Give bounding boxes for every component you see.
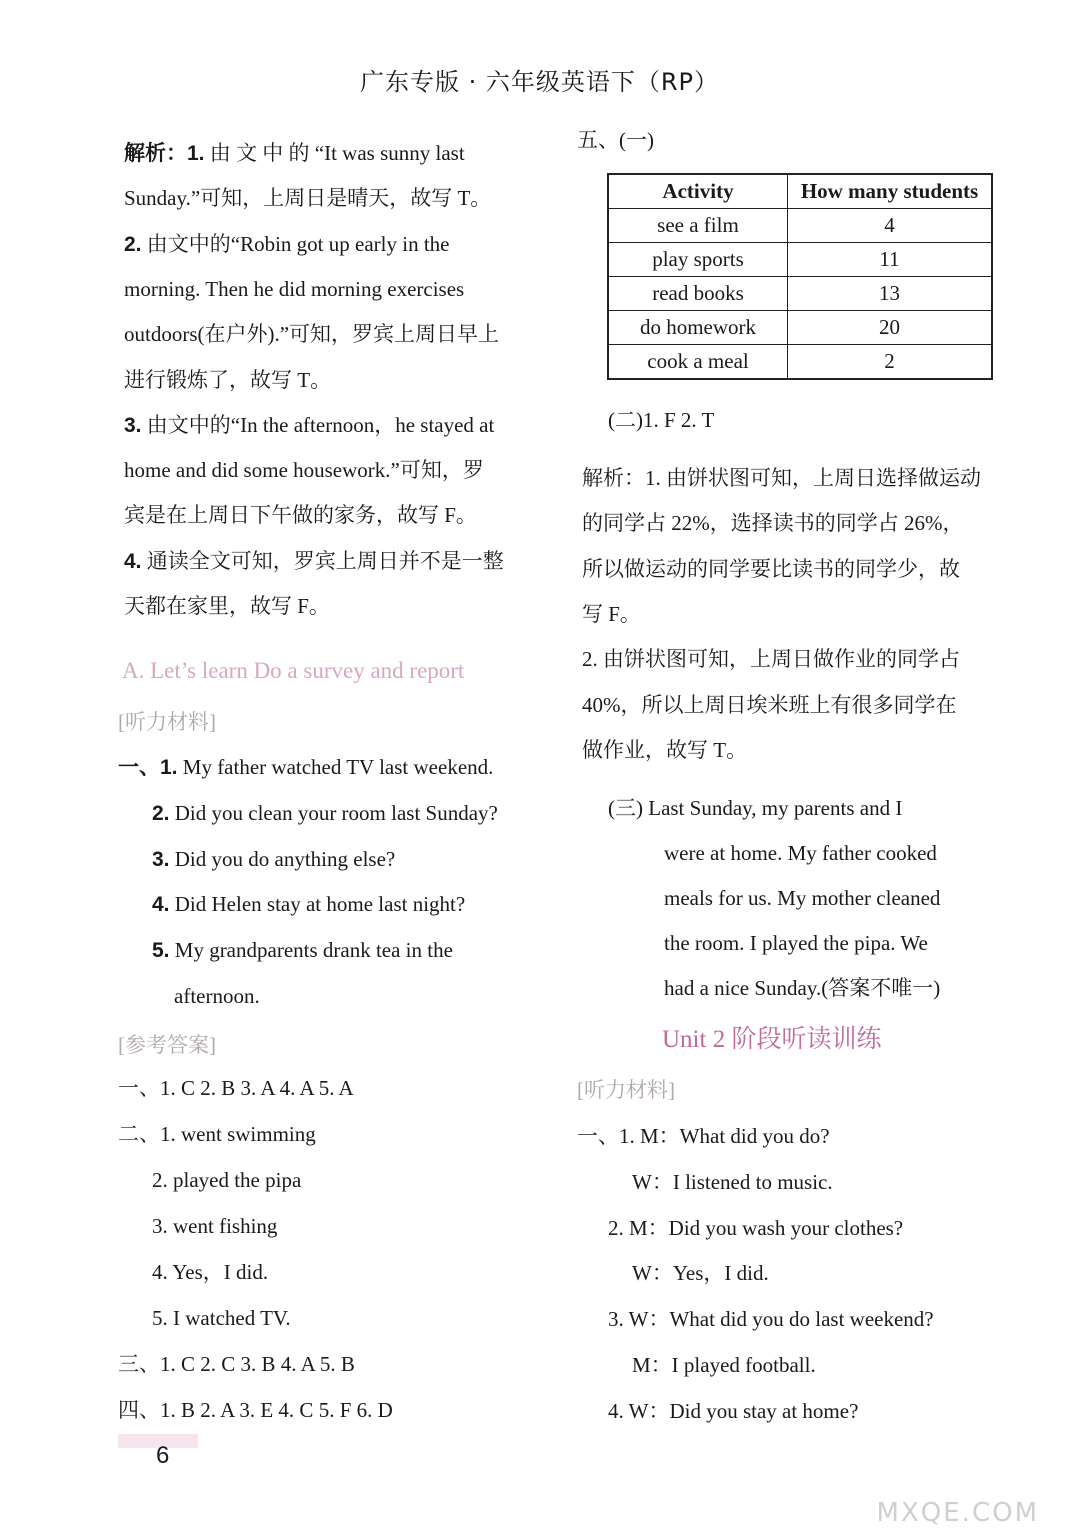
dialogue-line: W：Yes，I did. (632, 1261, 769, 1286)
analysis-line: 写 F。 (582, 601, 641, 626)
activity-table (607, 173, 993, 380)
table-row (608, 311, 992, 345)
analysis-line: home and did some housework.”可知，罗 (124, 458, 484, 483)
answer-line: 三、1. C 2. C 3. B 4. A 5. B (118, 1352, 355, 1376)
analysis-line: 天都在家里，故写 F。 (124, 594, 330, 618)
dialogue-line: 2. M：Did you wash your clothes? (608, 1215, 904, 1240)
analysis-line: Sunday.”可知，上周日是晴天，故写 T。 (124, 186, 492, 211)
part3-line: were at home. My father cooked (664, 841, 937, 865)
unit-title: Unit 2 阶段听读训练 (662, 1026, 882, 1053)
analysis-line: 的同学占 22%，选择读书的同学占 26%， (582, 511, 964, 536)
listening-label-left: [听力材料] (118, 710, 216, 734)
table-row (608, 243, 992, 277)
listening-line: 2. Did you clean your room last Sunday? (152, 800, 498, 825)
listening-line: 4. Did Helen stay at home last night? (152, 892, 466, 917)
answer-line: 2. played the pipa (152, 1168, 302, 1192)
answer-line: 四、1. B 2. A 3. E 4. C 5. F 6. D (118, 1398, 393, 1422)
part3-line: the room. I played the pipa. We (664, 931, 928, 955)
part3-line: (三) Last Sunday, my parents and I (608, 796, 903, 820)
analysis-line: 2. 由饼状图可知，上周日做作业的同学占 (582, 647, 960, 672)
table-row (608, 277, 992, 311)
listening-line: 5. My grandparents drank tea in the (152, 938, 453, 963)
analysis-line: 进行锻炼了，故写 T。 (124, 367, 332, 392)
part3-line: meals for us. My mother cleaned (664, 886, 941, 910)
page-header: 广东专版 · 六年级英语下（RP） (359, 68, 720, 96)
table-cell: play sports (608, 243, 788, 277)
part2-answer: (二)1. F 2. T (608, 408, 715, 432)
analysis-line: 所以做运动的同学要比读书的同学少，故 (582, 556, 960, 581)
table-cell: 4 (788, 209, 993, 243)
answer-line: 3. went fishing (152, 1214, 278, 1238)
dialogue-line: M：I played football. (632, 1353, 816, 1377)
table-cell: cook a meal (608, 345, 788, 380)
answers-label: [参考答案] (118, 1033, 216, 1057)
analysis-line: outdoors(在户外).”可知，罗宾上周日早上 (124, 322, 500, 347)
analysis-line: morning. Then he did morning exercises (124, 276, 465, 301)
dialogue-line: 一、1. M：What did you do? (577, 1124, 830, 1148)
table-header-row (608, 174, 992, 209)
analysis-line: 3. 由文中的“In the afternoon，he stayed at (124, 412, 495, 437)
listening-label-right: [听力材料] (577, 1078, 675, 1102)
listening-line: afternoon. (174, 984, 260, 1008)
table-header: How many students (788, 174, 993, 209)
analysis-line: 解析：1. 由饼状图可知，上周日选择做运动 (582, 466, 981, 490)
analysis-line: 4. 通读全文可知，罗宾上周日并不是一整 (124, 548, 504, 573)
table-cell: 2 (788, 345, 993, 380)
table-header: Activity (608, 174, 788, 209)
section-title: A. Let’s learn Do a survey and report (122, 658, 465, 683)
analysis-line: 解析：1. 由 文 中 的 “It was sunny last (124, 141, 465, 165)
answer-line: 二、1. went swimming (118, 1122, 316, 1146)
analysis-line: 宾是在上周日下午做的家务，故写 F。 (124, 503, 477, 528)
listening-line: 3. Did you do anything else? (152, 846, 396, 871)
table-cell: do homework (608, 311, 788, 345)
dialogue-line: W：I listened to music. (632, 1169, 833, 1194)
part3-line: had a nice Sunday.(答案不唯一) (664, 976, 941, 1000)
table-row (608, 209, 992, 243)
part-label: 五、(一) (577, 128, 654, 152)
answer-line: 5. I watched TV. (152, 1306, 291, 1330)
table-cell: read books (608, 277, 788, 311)
dialogue-line: 3. W：What did you do last weekend? (608, 1307, 934, 1332)
analysis-line: 2. 由文中的“Robin got up early in the (124, 231, 450, 256)
watermark: MXQE.COM (876, 1498, 1039, 1528)
analysis-line: 做作业，故写 T。 (582, 737, 748, 762)
table-cell: see a film (608, 209, 788, 243)
answer-line: 一、1. C 2. B 3. A 4. A 5. A (118, 1076, 354, 1100)
analysis-line: 40%，所以上周日埃米班上有很多同学在 (582, 692, 957, 717)
listening-line: 一、1. My father watched TV last weekend. (118, 755, 494, 779)
table-row (608, 345, 992, 380)
table-cell: 11 (788, 243, 993, 277)
answer-line: 4. Yes，I did. (152, 1260, 269, 1284)
table-cell: 20 (788, 311, 993, 345)
dialogue-line: 4. W：Did you stay at home? (608, 1398, 859, 1423)
table-cell: 13 (788, 277, 993, 311)
page-number: 6 (156, 1442, 170, 1469)
